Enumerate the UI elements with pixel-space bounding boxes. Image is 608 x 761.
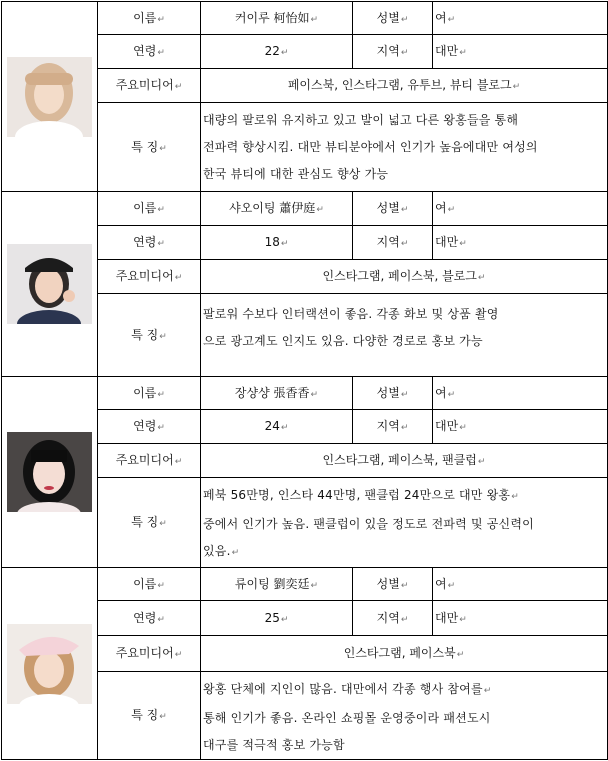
gender-label: 성별↵ xyxy=(353,2,433,35)
gender-label: 성별↵ xyxy=(353,192,433,226)
region-label: 지역↵ xyxy=(353,601,433,636)
name-label: 이름↵ xyxy=(98,192,201,226)
age-value: 25↵ xyxy=(201,601,353,636)
profile-photo xyxy=(7,432,92,512)
age-label: 연령↵ xyxy=(98,601,201,636)
name-value: 장샹샹 張香香↵ xyxy=(201,377,353,410)
age-value: 18↵ xyxy=(201,226,353,260)
profile-photo-1 xyxy=(2,2,98,192)
region-value: 대만↵ xyxy=(433,226,608,260)
profile-photo-2 xyxy=(2,192,98,377)
feature-label: 특 징↵ xyxy=(98,294,201,377)
age-label: 연령↵ xyxy=(98,410,201,444)
region-value: 대만↵ xyxy=(433,410,608,444)
feature-label: 특 징↵ xyxy=(98,478,201,568)
media-label: 주요미디어↵ xyxy=(98,444,201,478)
media-label: 주요미디어↵ xyxy=(98,260,201,294)
region-label: 지역↵ xyxy=(353,410,433,444)
media-value: 인스타그램, 페이스북↵ xyxy=(201,636,608,672)
profile-photo xyxy=(7,244,92,324)
gender-label: 성별↵ xyxy=(353,568,433,601)
age-value: 24↵ xyxy=(201,410,353,444)
name-value: 샤오이팅 蕭伊庭↵ xyxy=(201,192,353,226)
gender-value: 여↵ xyxy=(433,568,608,601)
gender-label: 성별↵ xyxy=(353,377,433,410)
profile-photo-3 xyxy=(2,377,98,568)
media-value: 인스타그램, 페이스북, 팬클럽↵ xyxy=(201,444,608,478)
region-label: 지역↵ xyxy=(353,226,433,260)
media-value: 인스타그램, 페이스북, 블로그↵ xyxy=(201,260,608,294)
gender-value: 여↵ xyxy=(433,192,608,226)
influencer-profile-table xyxy=(1,1,608,760)
age-label: 연령↵ xyxy=(98,35,201,69)
name-value: 류이팅 劉奕廷↵ xyxy=(201,568,353,601)
name-label: 이름↵ xyxy=(98,377,201,410)
feature-label: 특 징↵ xyxy=(98,672,201,760)
gender-value: 여↵ xyxy=(433,2,608,35)
feature-text: 왕홍 단체에 지인이 많음. 대만에서 각종 행사 참여를↵ 통해 인기가 좋음. 온라인 쇼핑몰 운영중이라 패션도시 대구를 적극적 홍보 가능함 xyxy=(201,672,608,760)
gender-value: 여↵ xyxy=(433,377,608,410)
name-value: 커이루 柯怡如↵ xyxy=(201,2,353,35)
region-label: 지역↵ xyxy=(353,35,433,69)
profile-photo xyxy=(7,624,92,704)
feature-text: 팔로워 수보다 인터랙션이 좋음. 각종 화보 및 상품 촬영 으로 광고계도 인지도 있음. 다양한 경로로 홍보 가능 xyxy=(201,294,608,377)
media-value: 페이스북, 인스타그램, 유투브, 뷰티 블로그↵ xyxy=(201,69,608,103)
name-label: 이름↵ xyxy=(98,2,201,35)
profile-photo-4 xyxy=(2,568,98,760)
feature-text: 대량의 팔로워 유지하고 있고 발이 넓고 다른 왕홍들을 통해 전파력 향상시킴. 대만 뷰티분야에서 인기가 높음에대만 여성의 한국 뷰티에 대한 관심도 향상 가능 xyxy=(201,103,608,192)
profile-photo xyxy=(7,57,92,137)
media-label: 주요미디어↵ xyxy=(98,69,201,103)
age-value: 22↵ xyxy=(201,35,353,69)
media-label: 주요미디어↵ xyxy=(98,636,201,672)
name-label: 이름↵ xyxy=(98,568,201,601)
feature-text: 페북 56만명, 인스타 44만명, 팬클럽 24만으로 대만 왕홍↵ 중에서 인기가 높음. 팬클럽이 있을 정도로 전파력 및 공신력이 있음.↵ xyxy=(201,478,608,568)
region-value: 대만↵ xyxy=(433,601,608,636)
feature-label: 특 징↵ xyxy=(98,103,201,192)
age-label: 연령↵ xyxy=(98,226,201,260)
region-value: 대만↵ xyxy=(433,35,608,69)
